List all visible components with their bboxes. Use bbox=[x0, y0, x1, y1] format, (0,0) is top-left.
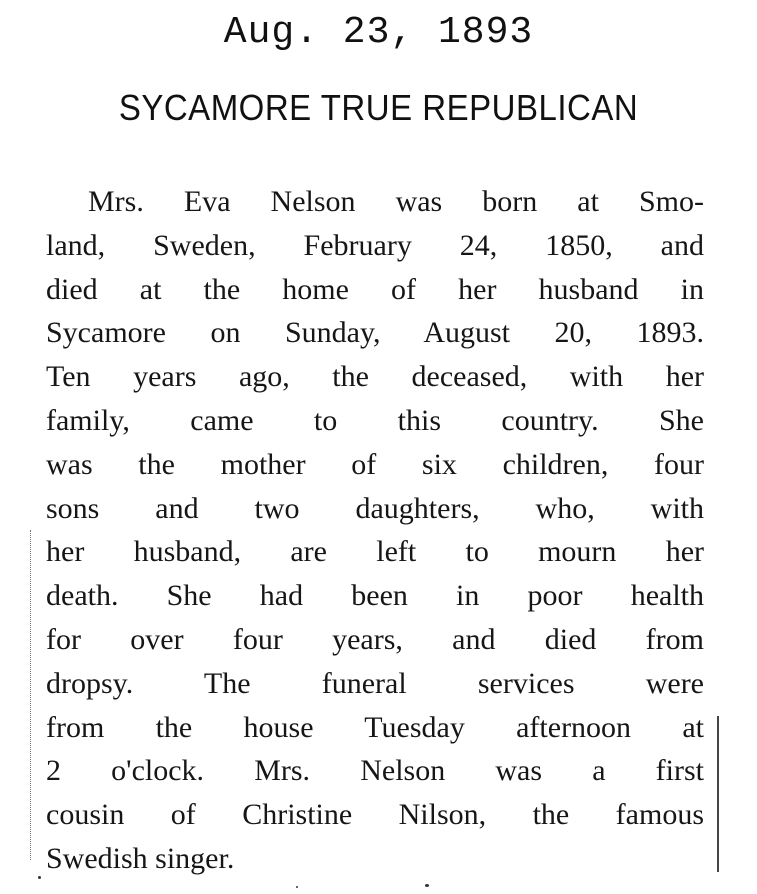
article-line: cousin of Christine Nilson, the famous bbox=[46, 798, 704, 832]
article-line: death. She had been in poor health bbox=[46, 579, 704, 613]
obituary-article bbox=[46, 180, 704, 881]
article-line: 2 o'clock. Mrs. Nelson was a first bbox=[46, 754, 704, 788]
scan-speck bbox=[38, 876, 41, 879]
article-date: Aug. 23, 1893 bbox=[223, 11, 534, 54]
article-line: her husband, are left to mourn her bbox=[46, 535, 704, 569]
article-line: from the house Tuesday afternoon at bbox=[46, 710, 704, 744]
article-line: for over four years, and died from bbox=[46, 622, 704, 656]
article-line: Sycamore on Sunday, August 20, 1893. bbox=[46, 316, 704, 350]
newspaper-title: SYCAMORE TRUE REPUBLICAN bbox=[118, 87, 639, 128]
article-line: Ten years ago, the deceased, with her bbox=[46, 360, 704, 394]
scan-speck bbox=[425, 884, 429, 887]
article-line: family, came to this country. She bbox=[46, 403, 704, 437]
column-rule-left bbox=[30, 530, 32, 860]
article-line: dropsy. The funeral services were bbox=[46, 666, 704, 700]
article-line: was the mother of six children, four bbox=[46, 447, 704, 481]
column-rule-right bbox=[717, 716, 719, 872]
article-line: Mrs. Eva Nelson was born at Smo- bbox=[88, 185, 704, 218]
article-line: land, Sweden, February 24, 1850, and bbox=[46, 228, 704, 262]
scan-speck bbox=[296, 886, 298, 888]
article-line: died at the home of her husband in bbox=[46, 272, 704, 306]
article-line: sons and two daughters, who, with bbox=[46, 491, 704, 525]
article-line: Swedish singer. bbox=[46, 841, 235, 875]
